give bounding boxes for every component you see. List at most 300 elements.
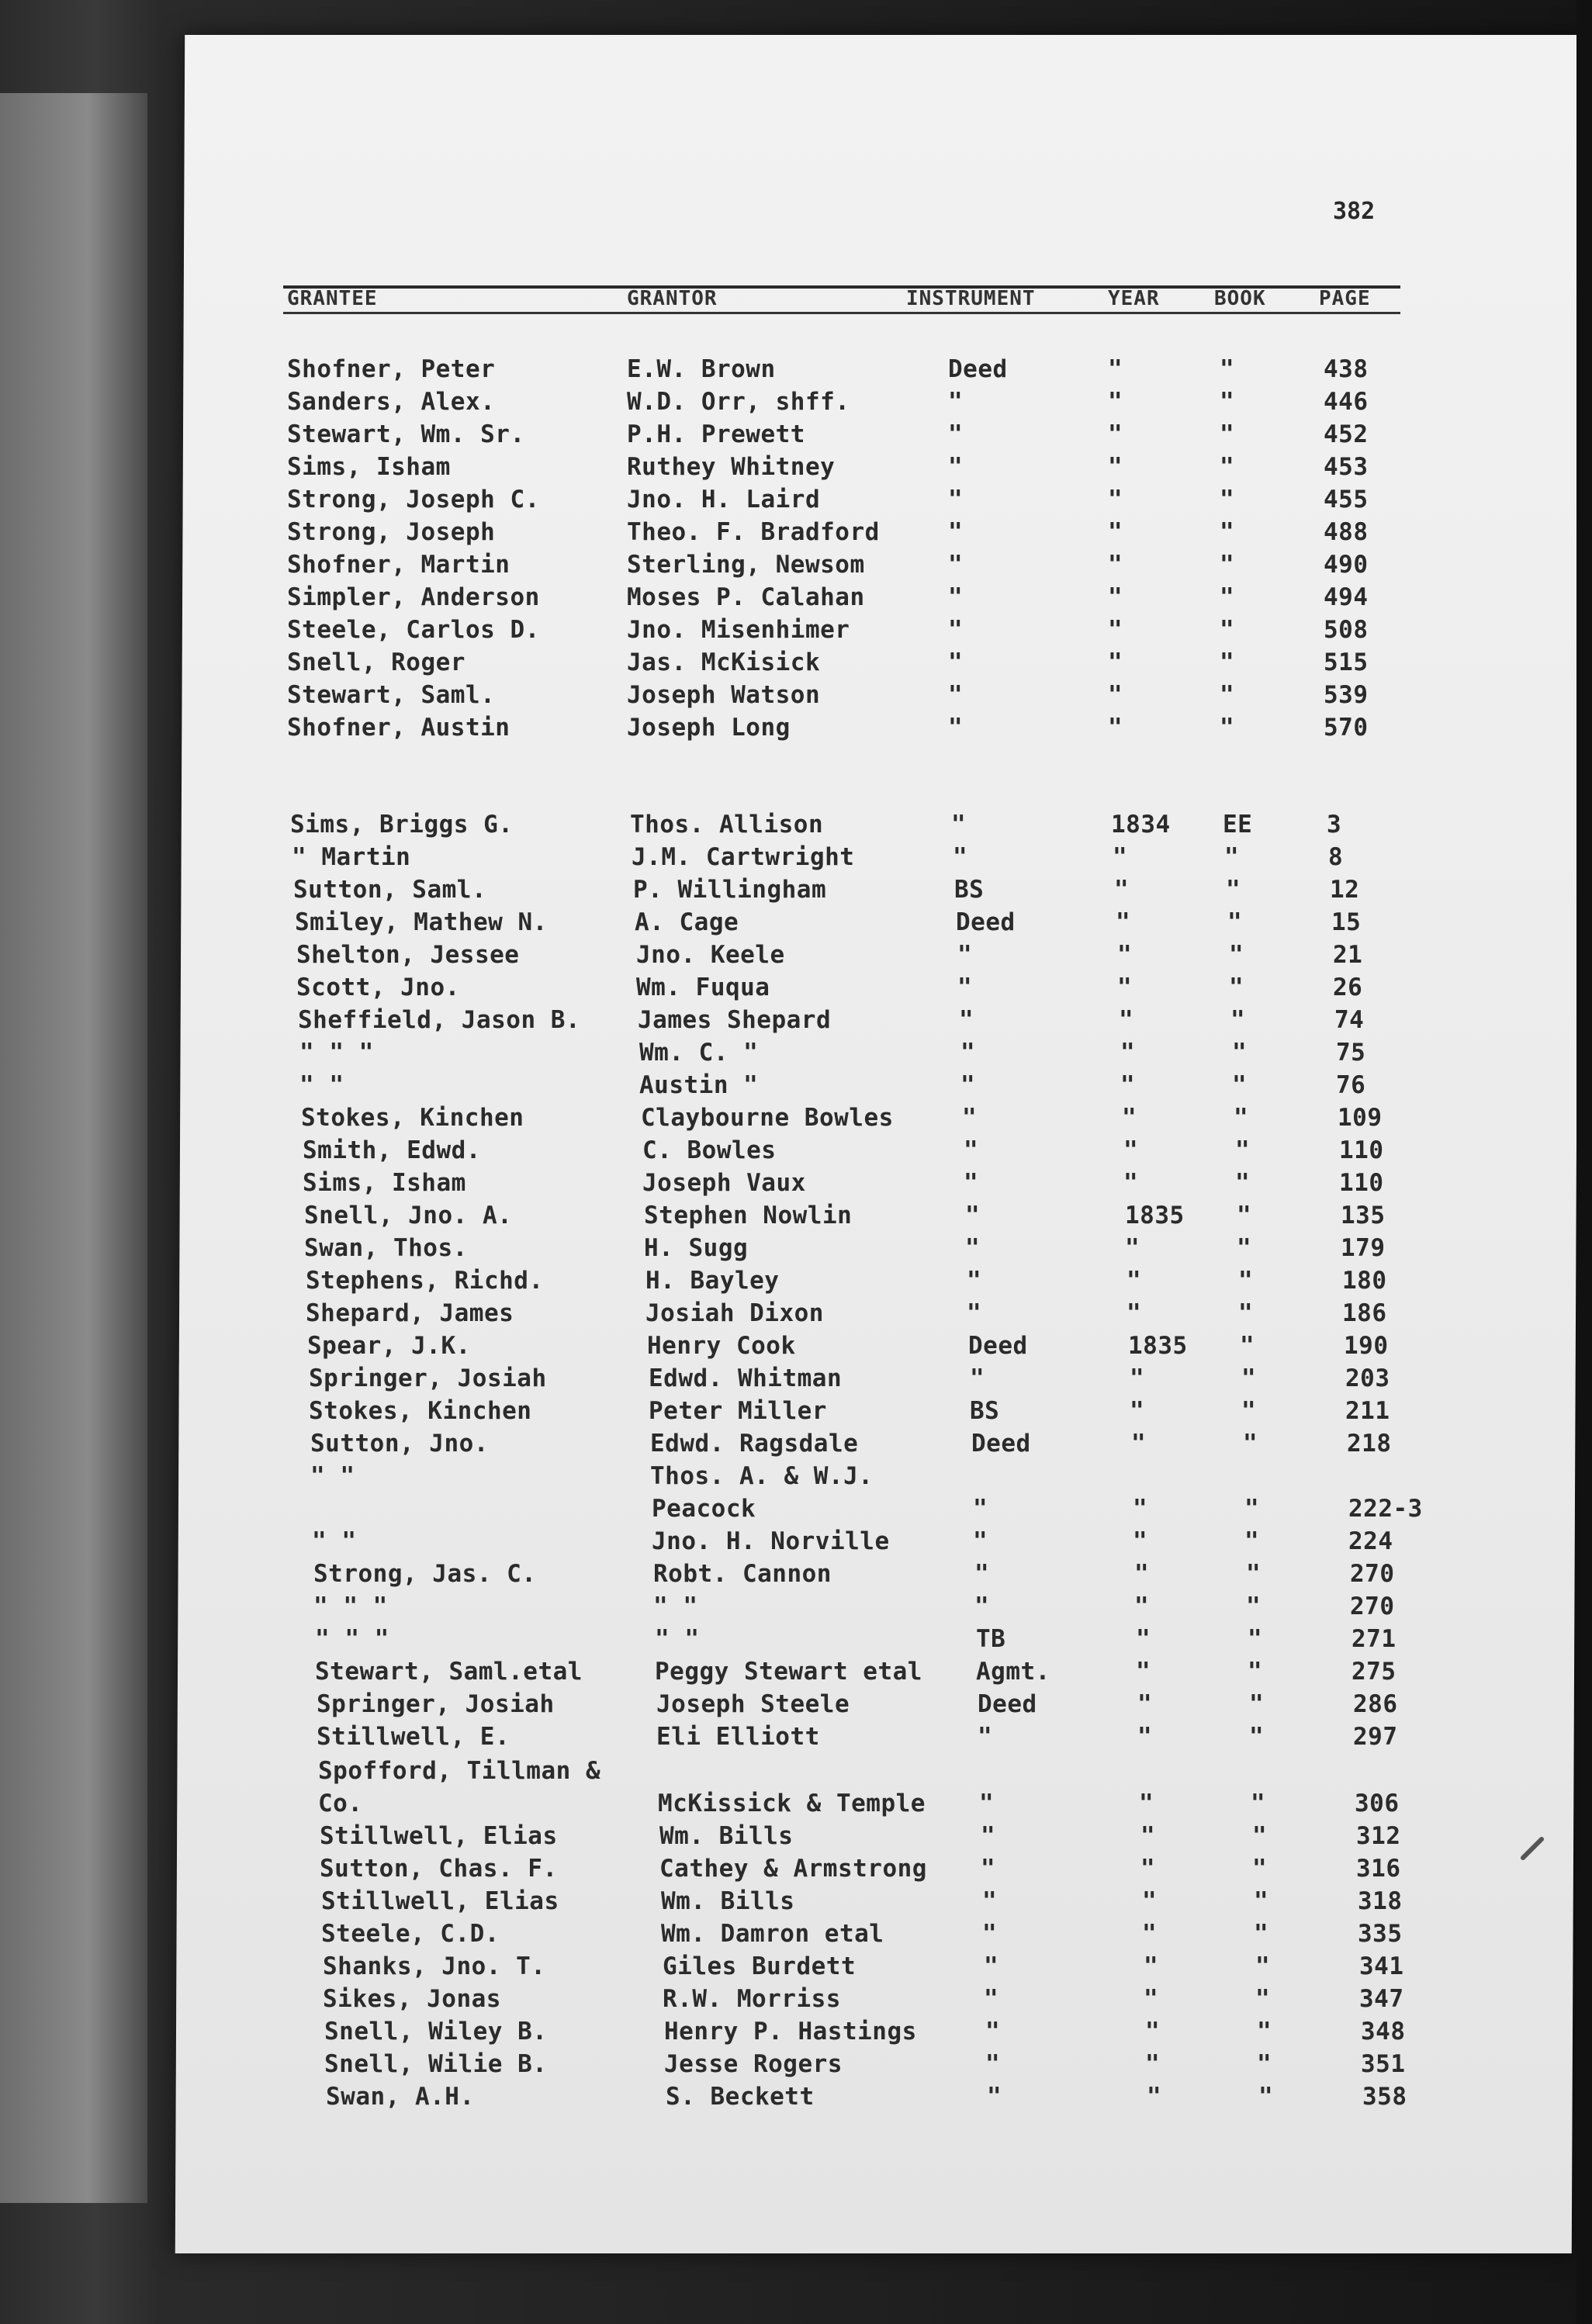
- cell-page: 358: [1362, 2083, 1407, 2111]
- cell-book: EE: [1223, 811, 1253, 839]
- ledger-row: [23, 1462, 1592, 1493]
- ledger-row: [34, 1887, 1592, 1918]
- ledger-row: [29, 1723, 1592, 1754]
- cell-instrument: ": [948, 388, 964, 416]
- cell-grantor: Wm. Damron etal: [661, 1920, 884, 1948]
- cell-book: ": [1238, 1299, 1254, 1327]
- cell-book: ": [1257, 2050, 1272, 2078]
- cell-grantor: Peter Miller: [649, 1397, 827, 1425]
- cell-instrument: ": [948, 420, 964, 448]
- ledger-row: [22, 1364, 1592, 1395]
- cell-page: 446: [1324, 388, 1369, 416]
- cell-year: ": [1113, 843, 1128, 871]
- cell-grantee: Strong, Joseph: [287, 518, 496, 546]
- cell-book: ": [1220, 453, 1235, 481]
- cell-instrument: Agmt.: [976, 1658, 1050, 1686]
- cell-book: ": [1220, 420, 1235, 448]
- ledger-row: [3, 811, 1592, 842]
- cell-grantor: Jas. McKisick: [627, 648, 821, 676]
- cell-book: ": [1235, 1169, 1251, 1197]
- cell-grantee: Sanders, Alex.: [287, 388, 496, 416]
- cell-book: ": [1248, 1658, 1263, 1686]
- ledger-row: [12, 1071, 1592, 1102]
- cell-grantor: Josiah Dixon: [645, 1299, 824, 1327]
- cell-year: ": [1142, 1887, 1158, 1915]
- cell-grantor: Jesse Rogers: [664, 2050, 843, 2078]
- cell-grantor: Jno. H. Laird: [627, 486, 821, 514]
- cell-instrument: ": [979, 1790, 995, 1817]
- cell-page: 488: [1324, 518, 1369, 546]
- cell-grantor: Jno. Keele: [636, 941, 785, 969]
- cell-year: ": [1133, 1527, 1148, 1555]
- cell-grantee: Co.: [318, 1790, 363, 1817]
- cell-grantor: Joseph Steele: [656, 1690, 850, 1718]
- cell-instrument: ": [965, 1234, 981, 1262]
- cell-grantor: C. Bowles: [642, 1136, 777, 1164]
- cell-page: 270: [1350, 1560, 1395, 1588]
- cell-year: ": [1127, 1267, 1142, 1295]
- ledger-row: [37, 2050, 1592, 2081]
- cell-year: ": [1108, 681, 1123, 709]
- cell-grantee: Sims, Briggs G.: [290, 811, 514, 839]
- cell-year: ": [1137, 1690, 1153, 1718]
- cell-year: ": [1136, 1625, 1151, 1653]
- ledger-row: [16, 1136, 1592, 1167]
- cell-book: ": [1248, 1625, 1263, 1653]
- cell-instrument: ": [959, 1006, 974, 1034]
- cell-grantee: Springer, Josiah: [309, 1364, 547, 1392]
- cell-page: 335: [1358, 1920, 1403, 1948]
- cell-instrument: ": [951, 811, 967, 839]
- cell-instrument: Deed: [978, 1690, 1037, 1718]
- cell-book: ": [1254, 1920, 1269, 1948]
- cell-grantee: " " ": [313, 1593, 388, 1620]
- page-number: 382: [1333, 198, 1376, 225]
- cell-page: 438: [1324, 355, 1369, 383]
- cell-page: 74: [1334, 1006, 1365, 1034]
- header-rule-bottom: [283, 312, 1400, 314]
- cell-instrument: Deed: [948, 355, 1008, 383]
- cell-book: ": [1244, 1495, 1260, 1523]
- cell-year: ": [1108, 453, 1123, 481]
- cell-page: 224: [1348, 1527, 1393, 1555]
- ledger-row: [25, 1495, 1592, 1526]
- cell-year: ": [1108, 648, 1123, 676]
- cell-instrument: ": [987, 2083, 1002, 2111]
- cell-instrument: ": [982, 1920, 998, 1948]
- cell-grantor: H. Sugg: [644, 1234, 749, 1262]
- cell-grantee: Scott, Jno.: [296, 974, 460, 1001]
- cell-book: ": [1252, 1822, 1268, 1850]
- cell-instrument: ": [985, 2050, 1001, 2078]
- ledger-row: [34, 1920, 1592, 1951]
- cell-year: ": [1125, 1234, 1140, 1262]
- cell-book: ": [1255, 1952, 1271, 1980]
- ledger-row: [19, 1267, 1592, 1298]
- cell-grantor: Moses P. Calahan: [627, 583, 865, 611]
- cell-book: ": [1220, 714, 1235, 742]
- cell-grantor: Sterling, Newsom: [627, 551, 865, 579]
- cell-grantee: Steele, C.D.: [321, 1920, 500, 1948]
- cell-grantee: Shofner, Peter: [287, 355, 496, 383]
- cell-instrument: ": [982, 1887, 998, 1915]
- cell-grantor: A. Cage: [635, 908, 739, 936]
- cell-grantor: Henry Cook: [647, 1332, 796, 1360]
- cell-year: ": [1119, 1006, 1134, 1034]
- cell-page: 135: [1341, 1202, 1386, 1229]
- cell-year: ": [1142, 1920, 1158, 1948]
- ledger-row: [9, 941, 1592, 972]
- cell-book: ": [1220, 388, 1235, 416]
- cell-book: ": [1220, 583, 1235, 611]
- cell-year: ": [1108, 388, 1123, 416]
- cell-year: ": [1108, 355, 1123, 383]
- cell-grantee: Strong, Joseph C.: [287, 486, 540, 514]
- ledger-row: [22, 1397, 1592, 1428]
- cell-book: ": [1237, 1202, 1252, 1229]
- cell-grantor: Joseph Vaux: [642, 1169, 806, 1197]
- cell-grantee: Snell, Jno. A.: [304, 1202, 513, 1229]
- cell-grantee: Shofner, Austin: [287, 714, 510, 742]
- cell-instrument: ": [960, 1071, 976, 1099]
- cell-grantor: " ": [655, 1625, 700, 1653]
- cell-instrument: ": [984, 1985, 999, 2013]
- cell-grantor: E.W. Brown: [627, 355, 776, 383]
- ledger-row: [17, 1202, 1592, 1233]
- cell-grantee: Springer, Josiah: [317, 1690, 555, 1718]
- cell-grantee: " " ": [299, 1039, 374, 1067]
- header-grantee: GRANTEE: [287, 287, 378, 310]
- cell-instrument: ": [948, 616, 964, 644]
- cell-page: 15: [1331, 908, 1362, 936]
- cell-grantee: Sims, Isham: [287, 453, 451, 481]
- cell-instrument: ": [974, 1593, 990, 1620]
- cell-page: 539: [1324, 681, 1369, 709]
- cell-year: ": [1122, 1104, 1137, 1132]
- cell-year: ": [1139, 1790, 1154, 1817]
- cell-grantee: Swan, Thos.: [304, 1234, 468, 1262]
- cell-instrument: Deed: [971, 1430, 1031, 1458]
- cell-instrument: ": [948, 518, 964, 546]
- cell-book: ": [1258, 2083, 1274, 2111]
- cell-page: 306: [1355, 1790, 1400, 1817]
- cell-instrument: ": [948, 714, 964, 742]
- cell-grantor: Robt. Cannon: [653, 1560, 832, 1588]
- cell-grantor: Wm. Fuqua: [636, 974, 770, 1001]
- cell-book: ": [1249, 1690, 1265, 1718]
- cell-book: ": [1229, 974, 1244, 1001]
- cell-grantee: Sutton, Saml.: [293, 876, 487, 904]
- cell-page: 351: [1361, 2050, 1406, 2078]
- ledger-row: [6, 876, 1592, 907]
- cell-grantor: Wm. Bills: [661, 1887, 795, 1915]
- cell-instrument: ": [948, 551, 964, 579]
- ledger-row: [36, 1985, 1592, 2016]
- cell-year: ": [1140, 1855, 1156, 1883]
- ledger-row: [29, 1690, 1592, 1721]
- cell-page: 275: [1351, 1658, 1396, 1686]
- cell-year: ": [1117, 941, 1133, 969]
- cell-grantee: Sheffield, Jason B.: [298, 1006, 581, 1034]
- ledger-row: [33, 1855, 1592, 1886]
- ledger-row: [14, 1104, 1592, 1135]
- cell-instrument: ": [973, 1495, 988, 1523]
- cell-year: ": [1140, 1822, 1156, 1850]
- cell-book: ": [1244, 1527, 1260, 1555]
- cell-grantor: Peacock: [652, 1495, 756, 1523]
- cell-year: ": [1145, 2018, 1161, 2046]
- cell-grantor: Austin ": [639, 1071, 759, 1099]
- cell-grantor: Thos. A. & W.J.: [650, 1462, 874, 1490]
- cell-book: ": [1235, 1136, 1251, 1164]
- cell-grantee: Shanks, Jno. T.: [323, 1952, 546, 1980]
- cell-year: ": [1133, 1495, 1148, 1523]
- cell-page: 312: [1356, 1822, 1401, 1850]
- ledger-row: [39, 2083, 1592, 2114]
- cell-page: 21: [1333, 941, 1363, 969]
- ledger-row: [0, 551, 1592, 582]
- header-grantor: GRANTOR: [627, 287, 718, 310]
- cell-year: ": [1130, 1397, 1145, 1425]
- cell-instrument: ": [970, 1364, 985, 1392]
- cell-year: ": [1127, 1299, 1142, 1327]
- ledger-row: [0, 648, 1592, 680]
- cell-instrument: Deed: [956, 908, 1016, 936]
- cell-year: ": [1108, 420, 1123, 448]
- cell-page: 8: [1328, 843, 1344, 871]
- cell-instrument: ": [964, 1169, 979, 1197]
- cell-grantor: Wm. C. ": [639, 1039, 759, 1067]
- cell-book: ": [1227, 908, 1243, 936]
- cell-page: 286: [1353, 1690, 1398, 1718]
- cell-instrument: ": [962, 1104, 978, 1132]
- cell-instrument: ": [957, 941, 973, 969]
- cell-grantor: R.W. Morriss: [663, 1985, 841, 2013]
- cell-grantee: Sikes, Jonas: [323, 1985, 501, 2013]
- cell-grantee: " ": [312, 1527, 357, 1555]
- cell-book: ": [1230, 1006, 1246, 1034]
- cell-instrument: ": [948, 648, 964, 676]
- cell-book: ": [1240, 1332, 1255, 1360]
- ledger-row: [28, 1658, 1592, 1689]
- cell-grantor: H. Bayley: [645, 1267, 780, 1295]
- cell-page: 271: [1351, 1625, 1396, 1653]
- cell-grantee: Stillwell, Elias: [321, 1887, 559, 1915]
- cell-book: ": [1220, 518, 1235, 546]
- cell-book: ": [1246, 1560, 1261, 1588]
- ledger-row: [11, 1006, 1592, 1037]
- cell-grantee: Snell, Wilie B.: [324, 2050, 548, 2078]
- cell-page: 75: [1336, 1039, 1366, 1067]
- ledger-row: [37, 2018, 1592, 2049]
- cell-grantor: Stephen Nowlin: [644, 1202, 853, 1229]
- ledger-row: [0, 583, 1592, 614]
- cell-grantee: Stephens, Richd.: [306, 1267, 544, 1295]
- cell-page: 490: [1324, 551, 1369, 579]
- cell-grantee: Stewart, Wm. Sr.: [287, 420, 525, 448]
- cell-page: 180: [1342, 1267, 1387, 1295]
- cell-book: ": [1220, 616, 1235, 644]
- ledger-row: [8, 908, 1592, 939]
- cell-grantor: Peggy Stewart etal: [655, 1658, 922, 1686]
- ledger-row: [9, 974, 1592, 1005]
- cell-grantee: Spear, J.K.: [307, 1332, 471, 1360]
- cell-book: ": [1220, 551, 1235, 579]
- cell-grantor: S. Beckett: [666, 2083, 815, 2111]
- cell-grantor: James Shepard: [638, 1006, 832, 1034]
- cell-grantor: Ruthey Whitney: [627, 453, 836, 481]
- cell-book: ": [1257, 2018, 1272, 2046]
- cell-instrument: ": [948, 486, 964, 514]
- cell-page: 110: [1339, 1169, 1384, 1197]
- cell-grantee: Sims, Isham: [303, 1169, 466, 1197]
- ledger-row: [0, 714, 1592, 745]
- cell-grantor: J.M. Cartwright: [632, 843, 855, 871]
- cell-page: 341: [1359, 1952, 1404, 1980]
- ledger-row: [0, 420, 1592, 451]
- ledger-row: [26, 1560, 1592, 1591]
- cell-grantee: " " ": [315, 1625, 389, 1653]
- cell-instrument: TB: [976, 1625, 1006, 1653]
- cell-instrument: ": [960, 1039, 976, 1067]
- cell-grantee: " Martin: [292, 843, 411, 871]
- cell-year: 1835: [1128, 1332, 1188, 1360]
- cell-grantee: Stokes, Kinchen: [301, 1104, 524, 1132]
- cell-instrument: BS: [970, 1397, 1000, 1425]
- cell-page: 110: [1339, 1136, 1384, 1164]
- cell-instrument: ": [964, 1136, 979, 1164]
- cell-book: ": [1232, 1039, 1248, 1067]
- cell-year: ": [1147, 2083, 1162, 2111]
- cell-year: ": [1108, 518, 1123, 546]
- cell-year: 1834: [1111, 811, 1171, 839]
- ledger-row: [31, 1757, 1592, 1788]
- cell-instrument: ": [967, 1299, 982, 1327]
- cell-grantee: Shofner, Martin: [287, 551, 510, 579]
- cell-instrument: ": [948, 583, 964, 611]
- header-instrument: INSTRUMENT: [906, 287, 1036, 310]
- cell-grantee: " ": [310, 1462, 355, 1490]
- cell-book: ": [1246, 1593, 1261, 1620]
- cell-year: ": [1123, 1136, 1139, 1164]
- ledger-row: [0, 616, 1592, 647]
- cell-book: ": [1243, 1430, 1258, 1458]
- cell-page: 453: [1324, 453, 1369, 481]
- cell-year: ": [1108, 714, 1123, 742]
- cell-page: 109: [1338, 1104, 1383, 1132]
- cell-grantor: Claybourne Bowles: [641, 1104, 894, 1132]
- ledger-row: [0, 681, 1592, 712]
- ledger-row: [0, 355, 1592, 386]
- cell-grantee: Stillwell, E.: [317, 1723, 510, 1751]
- ledger-row: [19, 1299, 1592, 1330]
- cell-grantor: " ": [653, 1593, 698, 1620]
- cell-instrument: ": [985, 2018, 1001, 2046]
- cell-instrument: ": [973, 1527, 988, 1555]
- cell-book: ": [1224, 843, 1240, 871]
- cell-year: ": [1137, 1723, 1153, 1751]
- cell-grantee: " ": [299, 1071, 344, 1099]
- cell-book: ": [1241, 1397, 1257, 1425]
- cell-book: ": [1238, 1267, 1254, 1295]
- cell-year: ": [1144, 1985, 1159, 2013]
- cell-instrument: Deed: [968, 1332, 1028, 1360]
- cell-grantor: Joseph Long: [627, 714, 791, 742]
- ledger-row: [23, 1430, 1592, 1461]
- ledger-row: [36, 1952, 1592, 1983]
- cell-grantee: Sutton, Chas. F.: [320, 1855, 558, 1883]
- cell-grantor: Theo. F. Bradford: [627, 518, 880, 546]
- cell-page: 203: [1345, 1364, 1390, 1392]
- cell-year: ": [1145, 2050, 1161, 2078]
- cell-page: 508: [1324, 616, 1369, 644]
- cell-instrument: ": [948, 681, 964, 709]
- cell-book: ": [1220, 486, 1235, 514]
- cell-page: 211: [1345, 1397, 1390, 1425]
- cell-year: ": [1120, 1071, 1136, 1099]
- scan-edge-right: [1576, 0, 1592, 2324]
- cell-grantor: Cathey & Armstrong: [659, 1855, 927, 1883]
- cell-year: ": [1108, 486, 1123, 514]
- cell-grantor: Wm. Bills: [659, 1822, 794, 1850]
- cell-year: ": [1117, 974, 1133, 1001]
- cell-instrument: ": [981, 1855, 996, 1883]
- ledger-row: [20, 1332, 1592, 1363]
- cell-grantee: Stewart, Saml.etal: [315, 1658, 583, 1686]
- cell-year: ": [1130, 1364, 1145, 1392]
- cell-grantor: W.D. Orr, shff.: [627, 388, 850, 416]
- cell-grantee: Snell, Roger: [287, 648, 465, 676]
- cell-year: ": [1108, 551, 1123, 579]
- cell-page: 190: [1344, 1332, 1389, 1360]
- cell-page: 186: [1342, 1299, 1387, 1327]
- cell-grantee: Smith, Edwd.: [303, 1136, 481, 1164]
- cell-page: 297: [1353, 1723, 1398, 1751]
- cell-grantor: Giles Burdett: [663, 1952, 857, 1980]
- header-book: BOOK: [1214, 287, 1266, 310]
- cell-year: ": [1134, 1593, 1150, 1620]
- cell-grantor: Edwd. Whitman: [649, 1364, 843, 1392]
- cell-page: 179: [1341, 1234, 1386, 1262]
- cell-year: ": [1136, 1658, 1151, 1686]
- ledger-row: [0, 486, 1592, 517]
- cell-book: ": [1220, 681, 1235, 709]
- cell-book: ": [1232, 1071, 1248, 1099]
- cell-book: ": [1252, 1855, 1268, 1883]
- ledger-row: [0, 453, 1592, 484]
- cell-grantee: Sutton, Jno.: [310, 1430, 489, 1458]
- cell-page: 12: [1330, 876, 1360, 904]
- cell-page: 452: [1324, 420, 1369, 448]
- cell-grantee: Stewart, Saml.: [287, 681, 496, 709]
- ledger-row: [16, 1169, 1592, 1200]
- ledger-row: [12, 1039, 1592, 1070]
- cell-year: ": [1134, 1560, 1150, 1588]
- cell-grantor: P.H. Prewett: [627, 420, 805, 448]
- cell-grantee: Shelton, Jessee: [296, 941, 520, 969]
- ledger-row: [28, 1625, 1592, 1656]
- cell-instrument: ": [978, 1723, 993, 1751]
- ledger-row: [31, 1790, 1592, 1821]
- cell-page: 316: [1356, 1855, 1401, 1883]
- cell-grantee: Swan, A.H.: [326, 2083, 475, 2111]
- cell-year: 1835: [1125, 1202, 1185, 1229]
- cell-instrument: ": [957, 974, 973, 1001]
- cell-page: 222-3: [1348, 1495, 1423, 1523]
- cell-year: ": [1144, 1952, 1159, 1980]
- ledger-row: [25, 1527, 1592, 1558]
- cell-instrument: BS: [954, 876, 985, 904]
